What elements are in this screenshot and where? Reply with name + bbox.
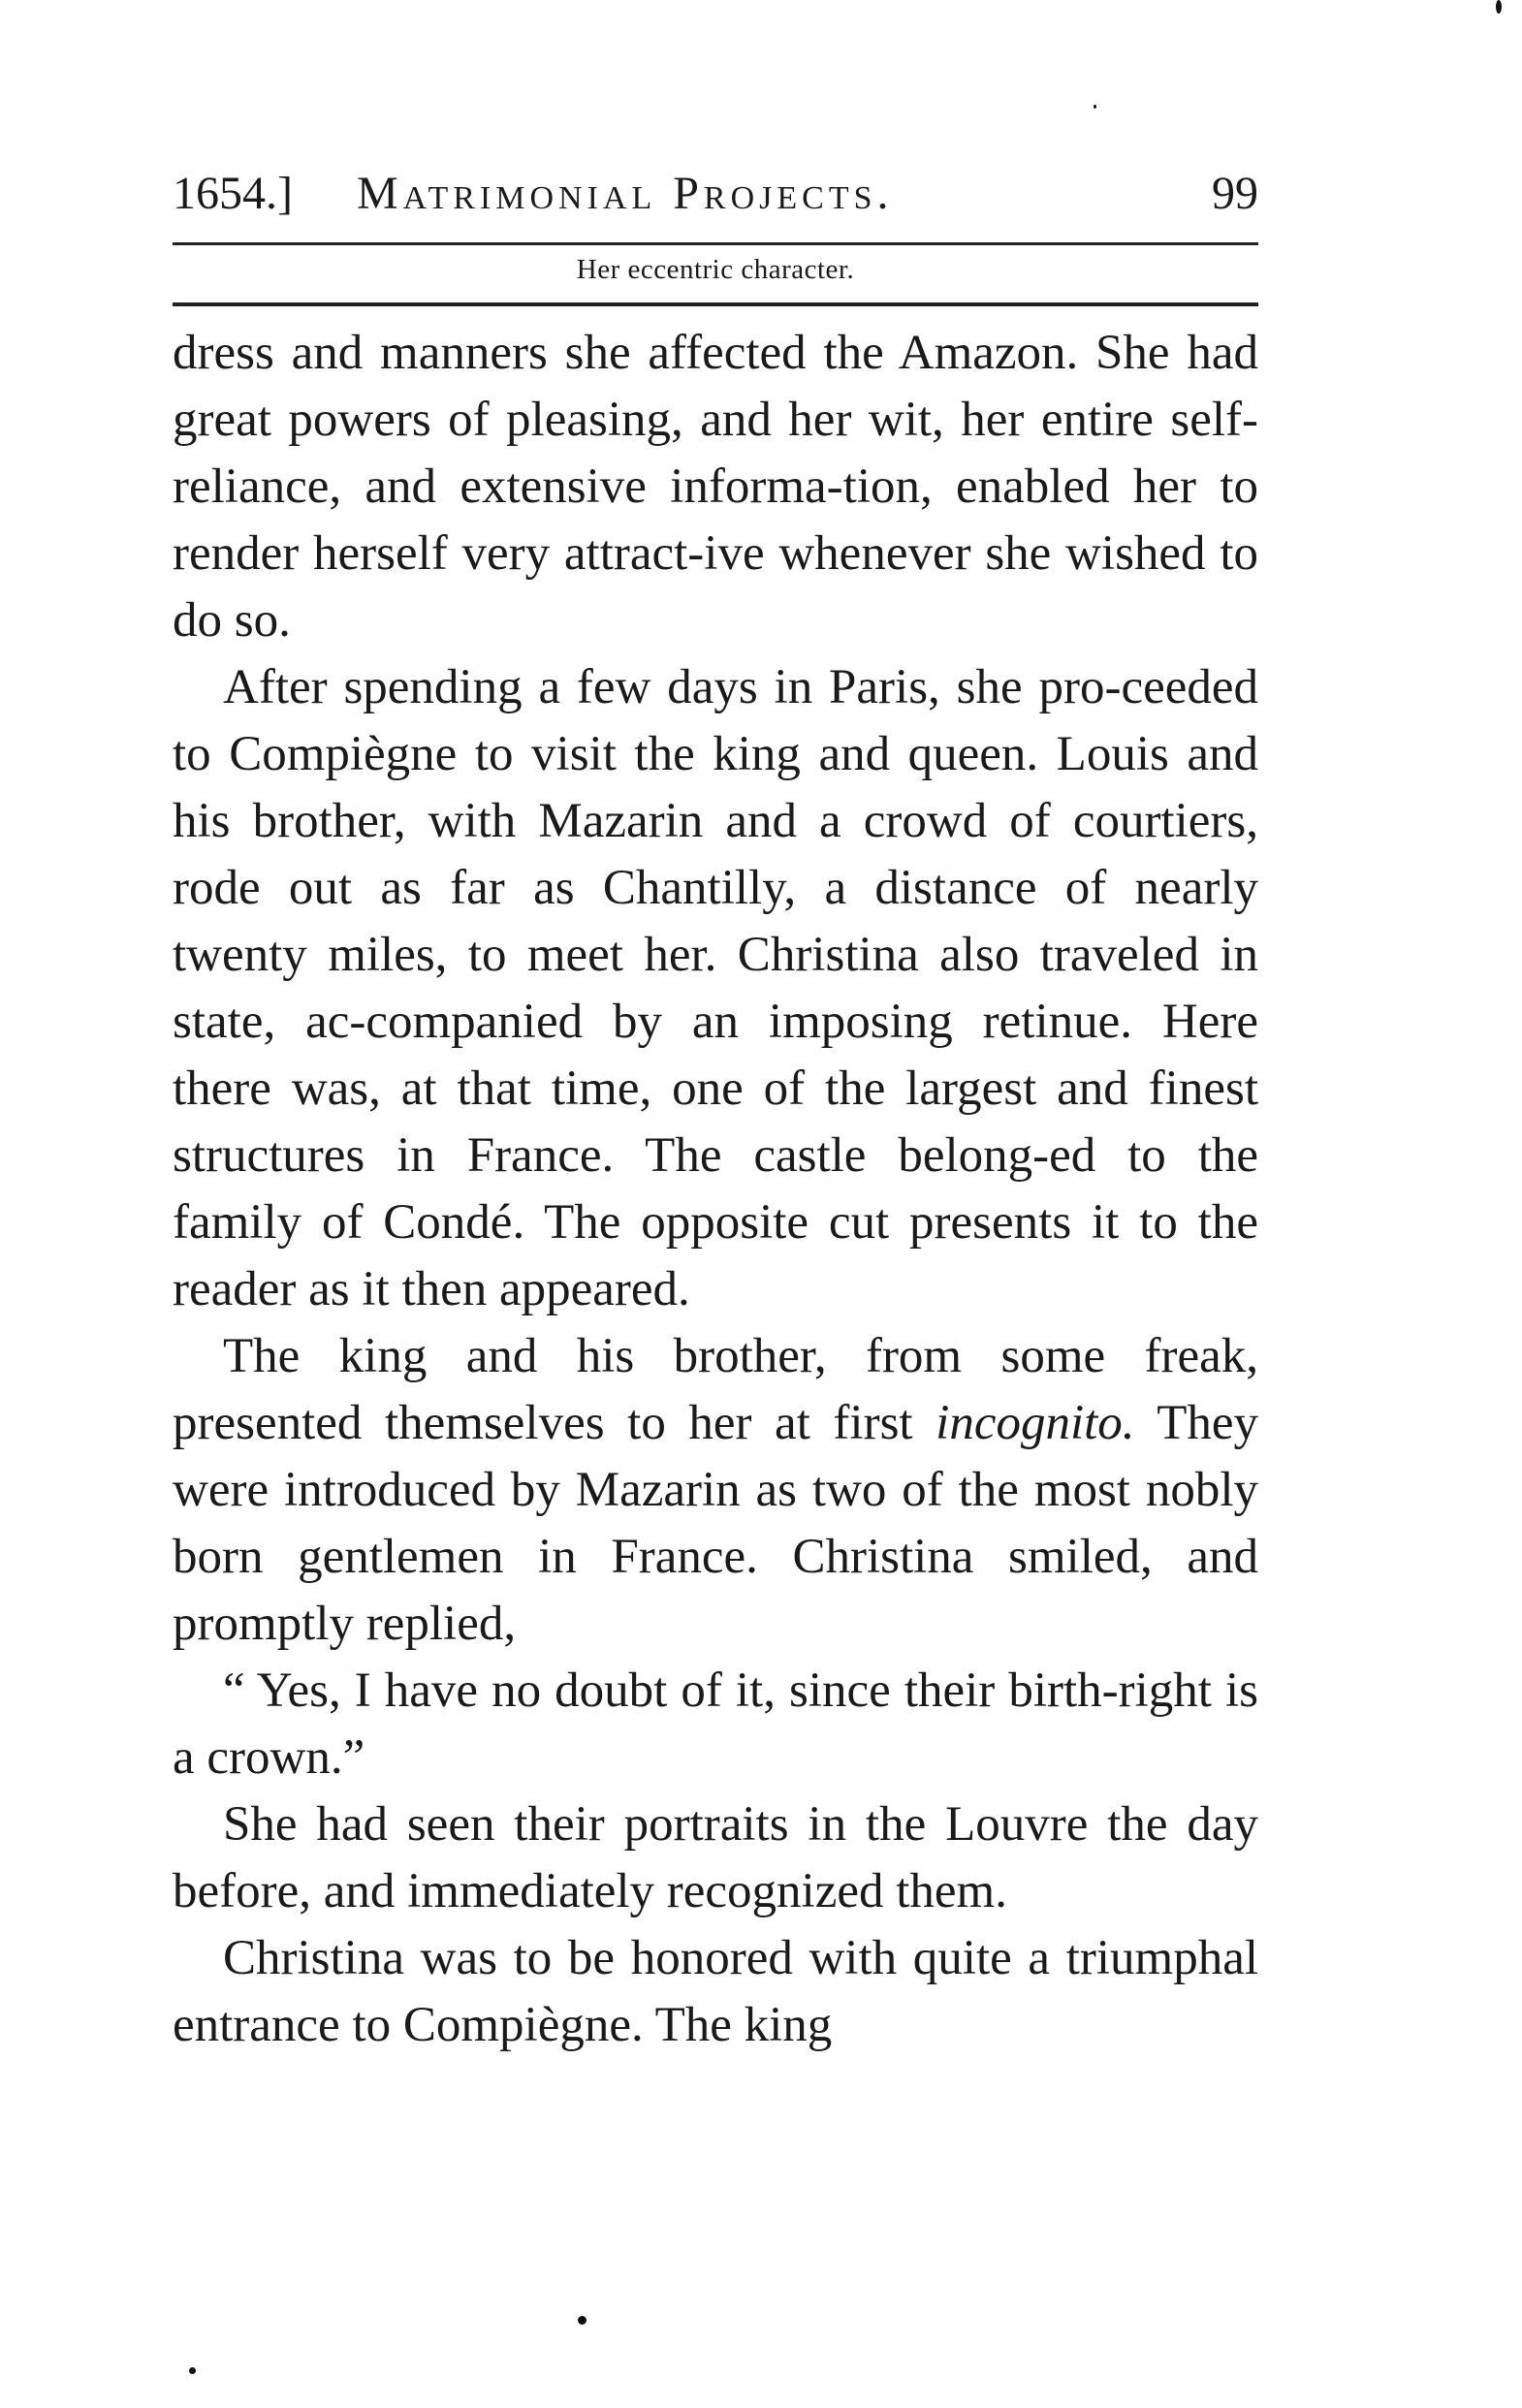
paragraph-christina-reply: “ Yes, I have no doubt of it, since their birth-right is a crown.” <box>173 1663 1258 1785</box>
ink-speck <box>1094 105 1096 109</box>
incognito-italic-word: incognito. <box>935 1396 1135 1450</box>
running-head-title: Matrimonial Projects. <box>357 168 894 219</box>
running-head <box>173 155 1258 223</box>
ink-speck <box>189 2367 196 2374</box>
incognito-text-before: The king and his brother, from some freak, presented themselves to her at first <box>173 1329 1258 1450</box>
paragraph-portraits: She had seen their portraits in the Louvre the day before, and immediately recognized them. <box>173 1797 1258 1918</box>
ink-speck <box>578 2316 587 2325</box>
incognito-text-after: They were introduced by Mazarin as two of the most nobly born gentlemen in France. Christina smiled, and promptly replied, <box>173 1396 1258 1651</box>
running-head-year: 1654.] <box>173 168 293 219</box>
paragraph-incognito <box>173 1323 1258 1658</box>
page-number: 99 <box>1212 168 1258 219</box>
header-rule-bottom <box>173 302 1258 306</box>
header-rule-top <box>173 242 1258 245</box>
ink-speck <box>1496 0 1502 14</box>
paragraph-compiegne-visit: After spending a few days in Paris, she pro-ceeded to Compiègne to visit the king and queen. Louis and his brother, with Mazarin and a crowd of courtiers, rode out as far as Chantilly, a distance of nearly twenty miles, to meet her. Christina also traveled in state, ac-companied by an imposing retinue. Here there was, at that time, one of the largest and finest structures in France. The castle belong-ed to the family of Condé. The opposite cut presents it to the reader as it then appeared. <box>173 660 1258 1316</box>
body-text <box>173 320 1258 2059</box>
marginal-sidenote: Her eccentric character. <box>576 254 855 285</box>
paragraph-amazon: dress and manners she affected the Amazon. She had great powers of pleasing, and her wit, her entire self-reliance, and extensive informa-tion, enabled her to render herself very attract-ive whenever she wished to do so. <box>173 326 1258 648</box>
paragraph-triumphal-entrance: Christina was to be honored with quite a triumphal entrance to Compiègne. The king <box>173 1931 1258 2052</box>
